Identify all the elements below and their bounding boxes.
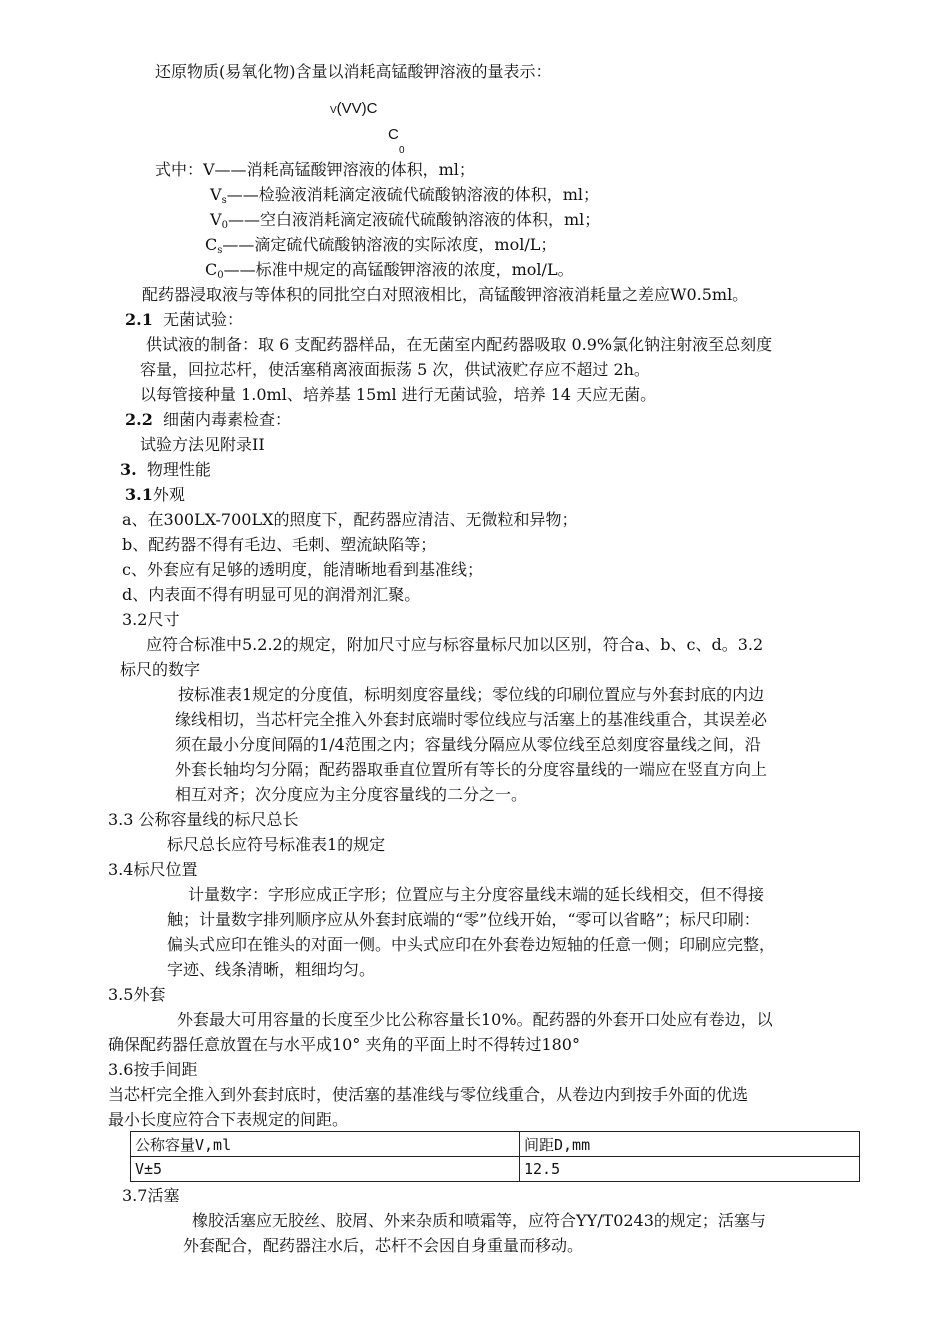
definition-vs bbox=[210, 184, 599, 212]
spacing-line-2: 最小长度应符合下表规定的间距。 bbox=[108, 1110, 349, 1129]
definition-lead: —— bbox=[226, 185, 259, 204]
definition-v bbox=[155, 159, 475, 181]
section-3-7-heading: 3.7活塞 bbox=[122, 1186, 180, 1205]
table-header-row bbox=[131, 1132, 860, 1157]
table-cell: V±5 bbox=[131, 1157, 520, 1182]
section-title: 细菌内毒素检查： bbox=[163, 410, 292, 429]
spacing-line-1: 当芯杆完全推入到外套封底时，使活塞的基准线与零位线重合，从卷边内到按手外面的优选 bbox=[108, 1085, 749, 1104]
formula-numerator-prefix: V bbox=[330, 105, 337, 116]
definition-sub: 0 bbox=[221, 220, 228, 231]
definition-symbol: C bbox=[205, 235, 218, 254]
definition-sub: s bbox=[221, 195, 227, 206]
definition-lead: —— bbox=[223, 260, 256, 279]
table-header-cell: 公称容量V,ml bbox=[131, 1132, 520, 1157]
section-number: 3. bbox=[120, 460, 137, 479]
section-3-heading bbox=[120, 459, 211, 481]
section-number: 2.1 bbox=[125, 310, 153, 329]
definition-lead: —— bbox=[227, 210, 260, 229]
position-line: 字迹、线条清晰，粗细均匀。 bbox=[167, 960, 376, 979]
plunger-line-2: 外套配合，配药器注水后，芯杆不会因自身重量而移动。 bbox=[183, 1236, 584, 1255]
section-number: 2.2 bbox=[125, 410, 153, 429]
formula-denominator-text: C bbox=[388, 126, 399, 143]
scale-length-text: 标尺总长应符号标准表1的规定 bbox=[167, 835, 386, 854]
section-number: 3.1 bbox=[125, 485, 153, 504]
section-title: 物理性能 bbox=[146, 460, 211, 479]
section-2-2-heading bbox=[125, 409, 291, 431]
definition-text: 滴定硫代硫酸钠溶液的实际浓度，mol/L； bbox=[254, 235, 557, 254]
formula-denominator-sub: 0 bbox=[399, 145, 405, 156]
position-line: 计量数字：字形应成正字形；位置应与主分度容量线末端的延长线相交，但不得接 bbox=[188, 885, 765, 904]
definition-text: 标准中规定的高锰酸钾溶液的浓度，mol/L。 bbox=[255, 260, 574, 279]
table-header-cell: 间距D,mm bbox=[520, 1132, 860, 1157]
formula-numerator-text: (VV)C bbox=[336, 100, 378, 117]
scale-line: 按标准表1规定的分度值，标明刻度容量线；零位线的印刷位置应与外套封底的内边 bbox=[178, 685, 765, 704]
section-title: 外观 bbox=[152, 485, 185, 504]
section-3-5-heading: 3.5外套 bbox=[108, 985, 166, 1004]
compare-text: 配药器浸取液与等体积的同批空白对照液相比，高锰酸钾溶液消耗量之差应W0.5ml。 bbox=[142, 285, 749, 304]
endotoxin-text: 试验方法见附录II bbox=[140, 435, 265, 454]
definition-text: 消耗高锰酸钾溶液的体积，ml； bbox=[246, 160, 475, 179]
definition-sub: 0 bbox=[217, 270, 224, 281]
sterility-line-1: 供试液的制备：取 6 支配药器样品，在无菌室内配药器吸取 0.9%氯化钠注射液至总刻度 bbox=[146, 335, 773, 354]
definition-sub: s bbox=[217, 245, 223, 256]
section-title: 无菌试验： bbox=[163, 310, 244, 329]
section-2-1-heading bbox=[125, 309, 243, 331]
definition-cs bbox=[205, 234, 556, 262]
barrel-line-1: 外套最大可用容量的长度至少比公称容量长10%。配药器的外套开口处应有卷边，以 bbox=[177, 1010, 773, 1029]
appearance-item: d、内表面不得有明显可见的润滑剂汇聚。 bbox=[122, 585, 421, 604]
table-cell: 12.5 bbox=[520, 1157, 860, 1182]
formula-denominator bbox=[388, 124, 399, 146]
section-3-2-heading: 3.2尺寸 bbox=[122, 610, 180, 629]
appearance-item: c、外套应有足够的透明度，能清晰地看到基准线； bbox=[122, 560, 483, 579]
appearance-item: b、配药器不得有毛边、毛刺、塑流缺陷等； bbox=[122, 535, 437, 554]
section-3-6-heading: 3.6按手间距 bbox=[108, 1060, 198, 1079]
position-line: 触；计量数字排列顺序应从外套封底端的“零”位线开始，“零可以省略”；标尺印刷： bbox=[167, 910, 760, 929]
definition-lead: 式中：V—— bbox=[155, 160, 247, 179]
definition-v0 bbox=[210, 209, 600, 237]
scale-line: 外套长轴均匀分隔；配药器取垂直位置所有等长的分度容量线的一端应在竖直方向上 bbox=[175, 760, 768, 779]
dimension-line-1: 应符合标准中5.2.2的规定，附加尺寸应与标容量标尺加以区别，符合a、b、c、d。3.2 bbox=[146, 635, 764, 654]
definition-text: 检验液消耗滴定液硫代硫酸钠溶液的体积，ml； bbox=[258, 185, 599, 204]
section-3-1-heading bbox=[125, 484, 185, 506]
barrel-line-2: 确保配药器任意放置在与水平成10° 夹角的平面上时不得转过180° bbox=[108, 1035, 580, 1054]
section-3-3-heading: 3.3 公称容量线的标尺总长 bbox=[108, 810, 299, 829]
plunger-line-1: 橡胶活塞应无胶丝、胶屑、外来杂质和喷霜等，应符合YY/T0243的规定；活塞与 bbox=[192, 1211, 766, 1230]
scale-line: 须在最小分度间隔的1/4范围之内；容量线分隔应从零位线至总刻度容量线之间，沿 bbox=[175, 735, 761, 754]
table-row bbox=[131, 1157, 860, 1182]
sterility-line-3: 以每管接种量 1.0ml、培养基 15ml 进行无菌试验，培养 14 天应无菌。 bbox=[140, 385, 657, 404]
definition-lead: —— bbox=[222, 235, 255, 254]
definition-symbol: V bbox=[210, 210, 222, 229]
scale-line: 缘线相切，当芯杆完全推入外套封底端时零位线应与活塞上的基准线重合，其误差必 bbox=[175, 710, 768, 729]
scale-line: 相互对齐；次分度应为主分度容量线的二分之一。 bbox=[175, 785, 528, 804]
definition-symbol: V bbox=[210, 185, 222, 204]
intro-text: 还原物质(易氧化物)含量以消耗高锰酸钾溶液的量表示： bbox=[155, 62, 552, 81]
spacing-table bbox=[130, 1131, 860, 1182]
definition-c0 bbox=[205, 259, 574, 287]
position-line: 偏头式应印在锥头的对面一侧。中头式应印在外套卷边短轴的任意一侧；印刷应完整， bbox=[167, 935, 776, 954]
section-3-4-heading: 3.4标尺位置 bbox=[108, 860, 198, 879]
sterility-line-2: 容量，回拉芯杆，使活塞稍离液面振荡 5 次，供试液贮存应不超过 2h。 bbox=[140, 360, 650, 379]
formula-numerator bbox=[330, 98, 378, 122]
dimension-line-2: 标尺的数字 bbox=[120, 660, 201, 679]
appearance-item: a、在300LX-700LX的照度下，配药器应清洁、无微粒和异物； bbox=[122, 510, 578, 529]
definition-symbol: C bbox=[205, 260, 218, 279]
definition-text: 空白液消耗滴定液硫代硫酸钠溶液的体积，ml； bbox=[259, 210, 601, 229]
